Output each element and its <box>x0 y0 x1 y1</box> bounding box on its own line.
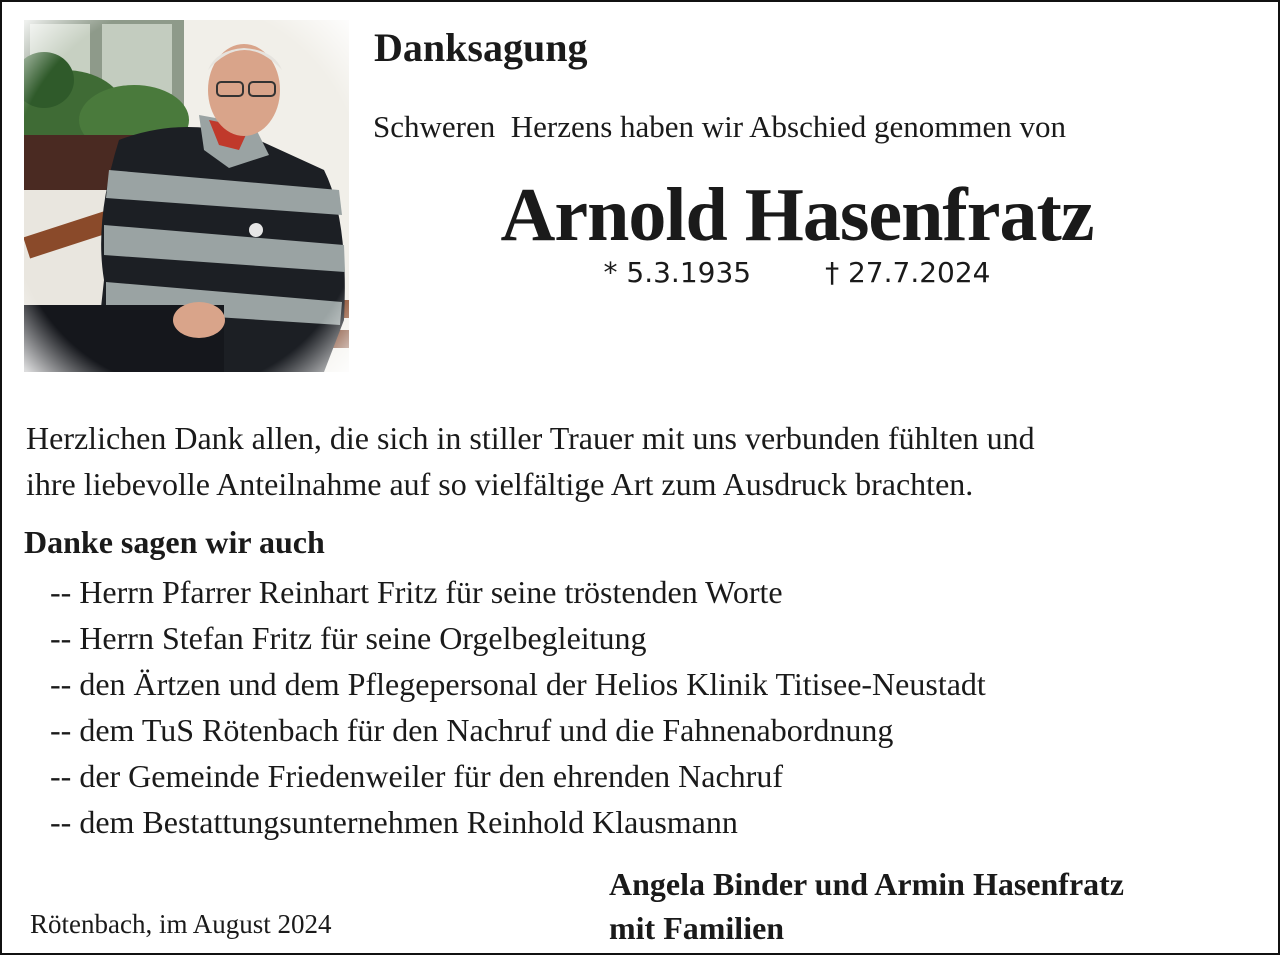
list-item: -- dem TuS Rötenbach für den Nachruf und die Fahnenabordnung <box>50 712 894 748</box>
death-date: † 27.7.2024 <box>825 256 991 289</box>
list-item: -- Herrn Pfarrer Reinhart Fritz für seine tröstenden Worte <box>50 574 783 610</box>
deceased-name: Arnold Hasenfratz <box>500 173 1094 257</box>
also-thanks-heading: Danke sagen wir auch <box>24 524 325 560</box>
life-dates <box>382 258 1212 289</box>
intro-text: Schweren Herzens haben wir Abschied genommen von <box>373 109 1066 144</box>
list-item: -- den Ärtzen und dem Pflegepersonal der Helios Klinik Titisee-Neustadt <box>50 666 986 702</box>
place-date: Rötenbach, im August 2024 <box>30 909 332 939</box>
signature-family: mit Familien <box>609 910 785 946</box>
list-item: -- der Gemeinde Friedenweiler für den ehrenden Nachruf <box>50 758 783 794</box>
portrait-photo <box>24 20 349 372</box>
birth-date: * 5.3.1935 <box>603 256 752 289</box>
notice-title: Danksagung <box>374 25 588 70</box>
also-thanks-list <box>50 569 986 845</box>
signature <box>609 862 1124 950</box>
list-item: -- Herrn Stefan Fritz für seine Orgelbegleitung <box>50 620 647 656</box>
thanks-line: ihre liebevolle Anteilnahme auf so vielfältige Art zum Ausdruck brachten. <box>26 466 974 502</box>
thanks-line: Herzlichen Dank allen, die sich in stiller Trauer mit uns verbunden fühlten und <box>26 420 1035 456</box>
thanks-paragraph <box>26 415 1256 507</box>
list-item: -- dem Bestattungsunternehmen Reinhold Klausmann <box>50 804 738 840</box>
signature-names: Angela Binder und Armin Hasenfratz <box>609 866 1124 902</box>
